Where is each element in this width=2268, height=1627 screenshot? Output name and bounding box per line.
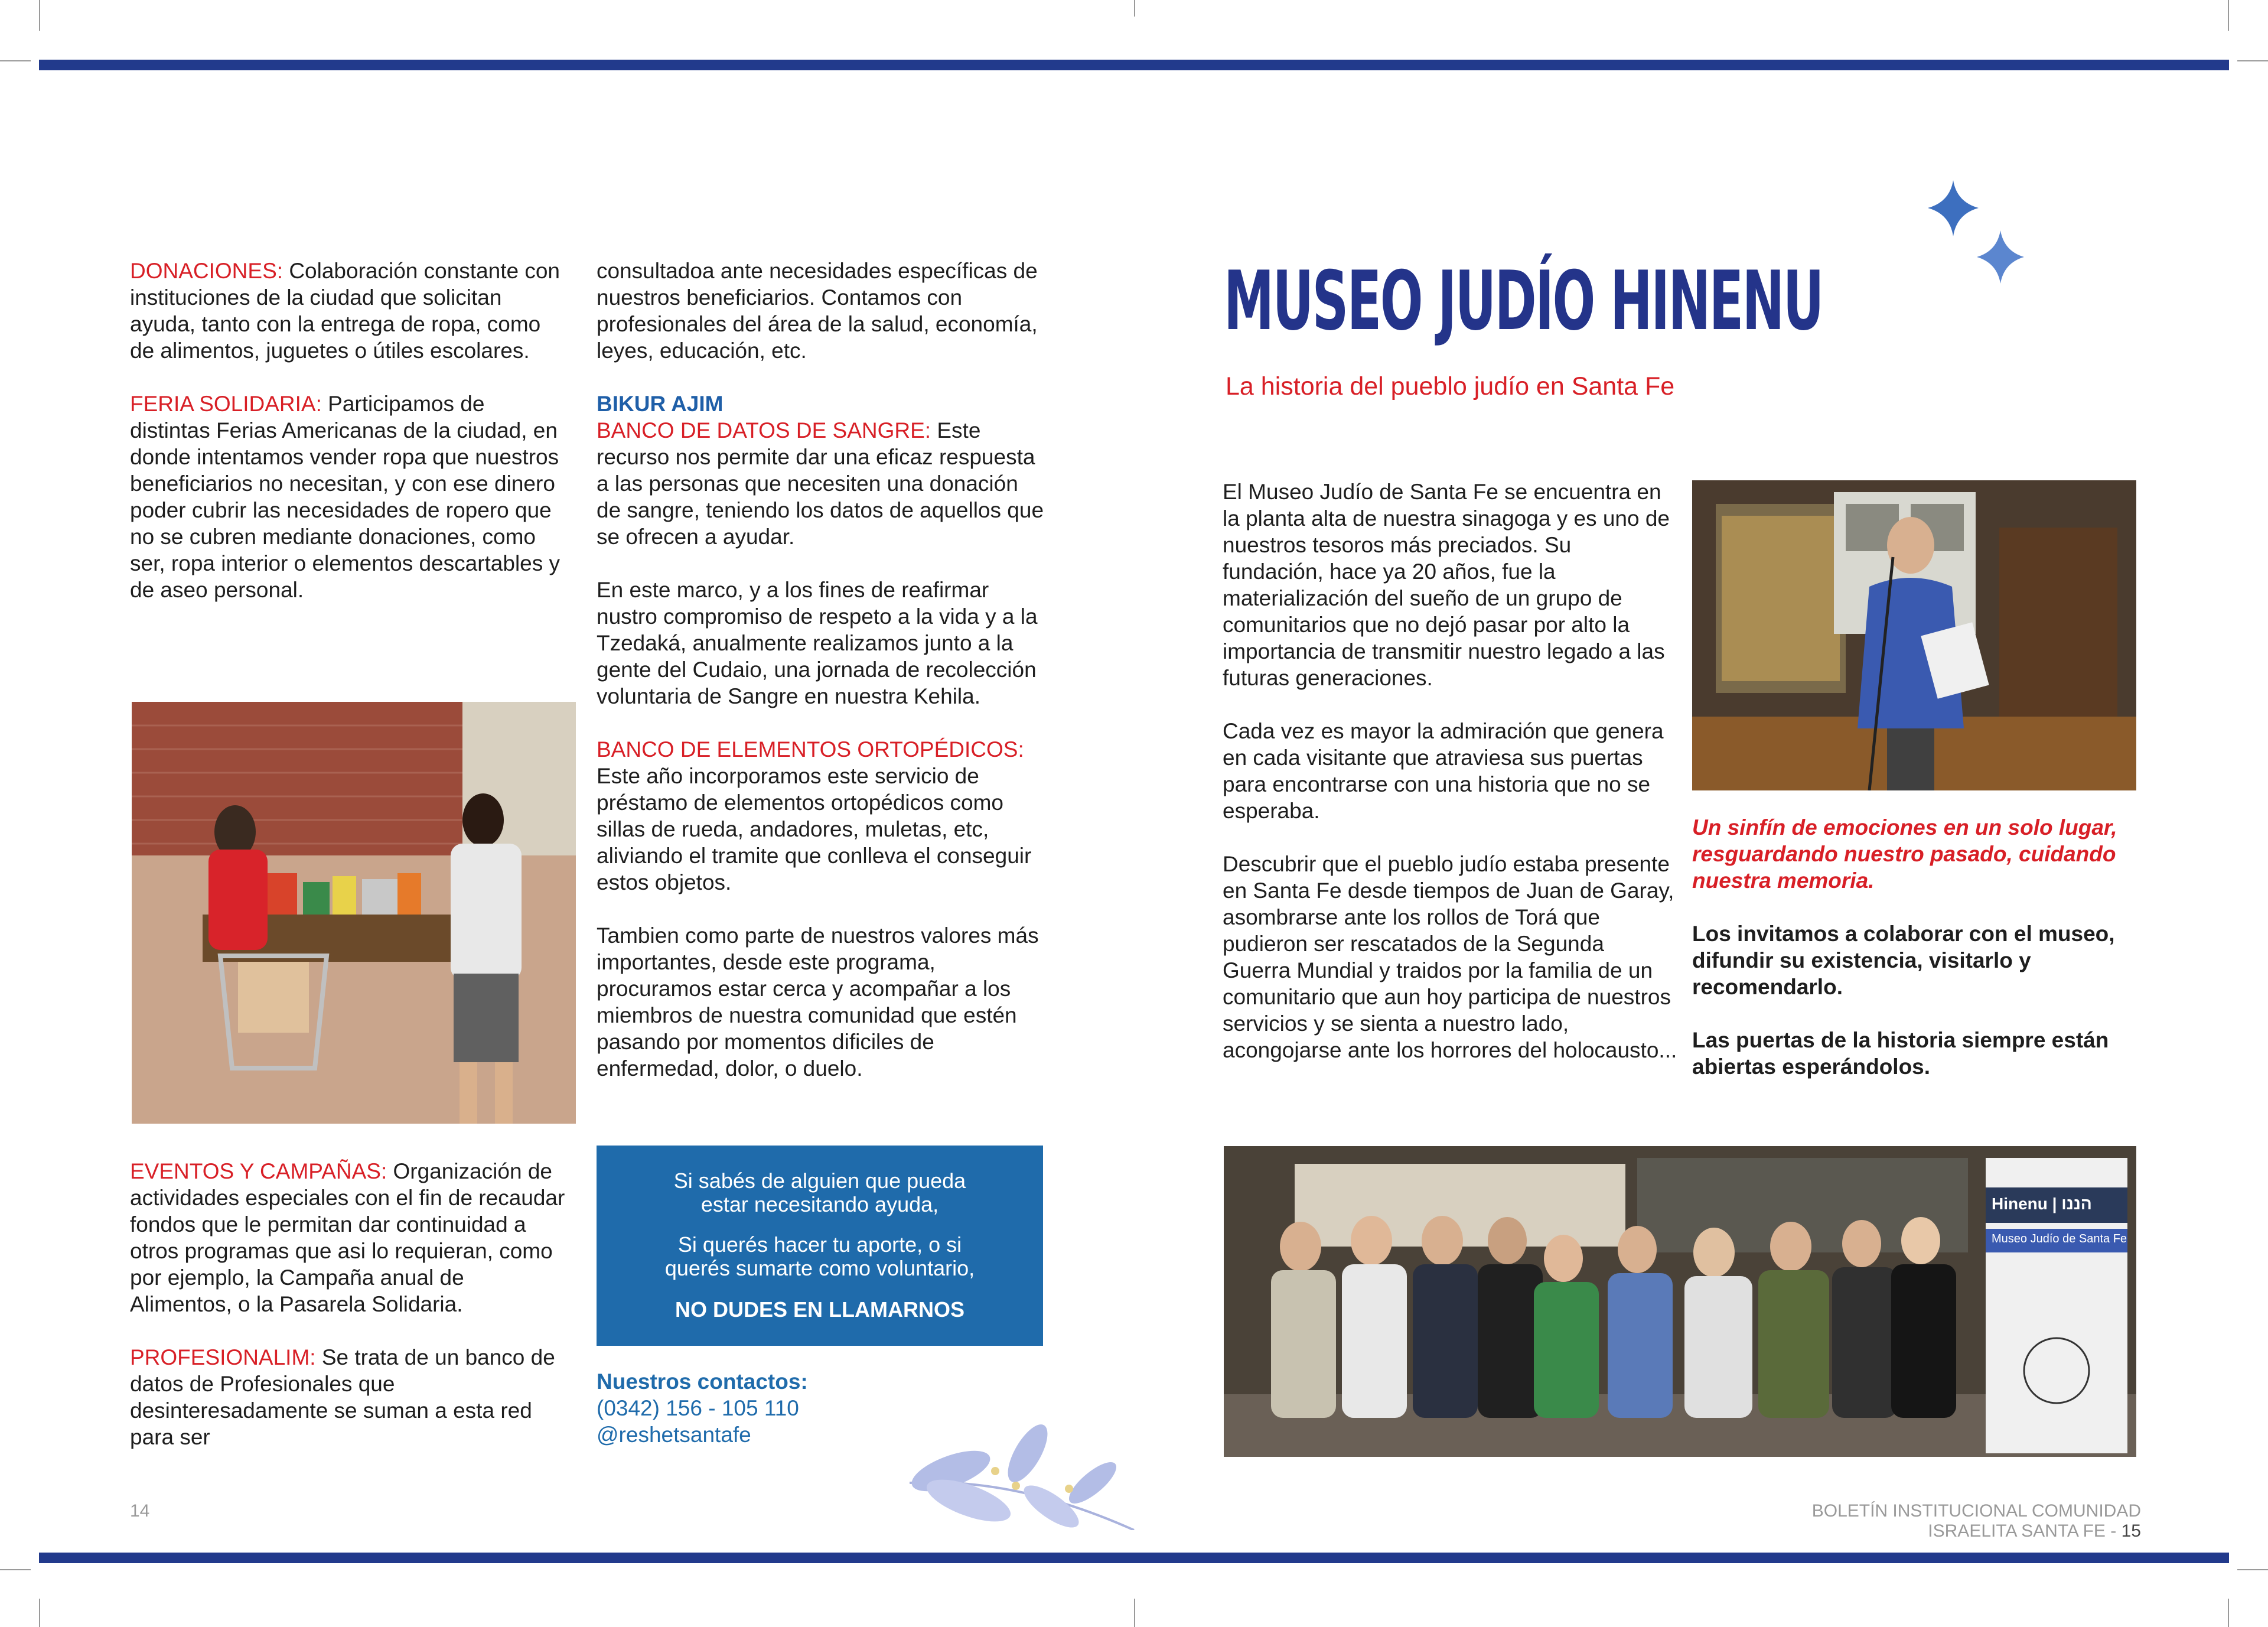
- right-column-1: [1223, 479, 1677, 1090]
- feria-label: FERIA SOLIDARIA:: [130, 392, 322, 416]
- left-column-2: [597, 258, 1048, 1108]
- donaciones-text: Colaboración constante con instituciones de la ciudad que solicitan ayuda, tanto con la entrega de ropa, como de alimentos, juguetes o útiles escolares.: [130, 259, 561, 363]
- contact-phone: (0342) 156 - 105 110: [597, 1396, 799, 1420]
- sangre-paragraph: [597, 417, 1048, 550]
- profesionalim-label: PROFESIONALIM:: [130, 1345, 316, 1369]
- donaciones-label: DONACIONES:: [130, 259, 284, 283]
- eventos-paragraph: [130, 1158, 567, 1317]
- callout-cta: NO DUDES EN LLAMARNOS: [674, 1297, 964, 1322]
- callout-line-1: Si sabés de alguien que pueda: [673, 1169, 966, 1193]
- eventos-text: Organización de actividades especiales con el fin de recaudar fondos que le permitan dar continuidad a otros programas que asi lo requieran, como por ejemplo, la Campaña anual de Alimentos, o la Pasarela Solidaria.: [130, 1159, 565, 1316]
- sangre-label: BANCO DE DATOS DE SANGRE:: [597, 418, 931, 442]
- right-column-2: [1692, 814, 2141, 1107]
- callout-line-4: querés sumarte como voluntario,: [664, 1256, 975, 1280]
- eventos-label: EVENTOS Y CAMPAÑAS:: [130, 1159, 387, 1183]
- bikur-ajim-heading: BIKUR AJIM: [597, 392, 724, 416]
- feria-text: Participamos de distintas Ferias Americanas de la ciudad, en donde intentamos vender ropa que nuestros beneficiarios no necesitan, y con ese dinero poder cubrir las necesidades de ropero que no se cubren mediante donaciones, como ser, ropa interior o elementos descartables y de aseo personal.: [130, 392, 561, 602]
- ortopedicos-label: BANCO DE ELEMENTOS ORTOPÉDICOS:: [597, 737, 1024, 762]
- callout-line-3: Si querés hacer tu aporte, o si: [677, 1232, 962, 1257]
- crop-mark: [2228, 1599, 2229, 1627]
- profesionalim-text: Se trata de un banco de datos de Profesionales que desinteresadamente se suman a esta red para ser: [130, 1345, 555, 1449]
- museum-paragraph-1: El Museo Judío de Santa Fe se encuentra en la planta alta de nuestra sinagoga y es uno de nuestros tesoros más preciados. Su fundación, hace ya 20 años, fue la materialización del sueño de un grupo de comunitarios que no dejó pasar por alto la importancia de transmitir nuestro legado a las futuras generaciones.: [1223, 480, 1670, 690]
- crop-mark: [0, 1569, 31, 1570]
- page-title: MUSEO JUDÍO HINENU: [1224, 253, 1823, 349]
- hinenu-banner-name: Museo Judío de Santa Fe: [1992, 1232, 2127, 1245]
- museum-closing: Las puertas de la historia siempre están abiertas esperándolos.: [1692, 1028, 2109, 1079]
- museum-paragraph-3: Descubrir que el pueblo judío estaba presente en Santa Fe desde tiempos de Juan de Garay, asombrarse ante los rollos de Torá que pudieron ser rescatados de la Segunda Guerra Mundial y traidos por la familia de un comunitario que aun hoy participa de nuestros servicios y se sienta a nuestro lado, acongojarse ante los horrores del holocausto...: [1223, 852, 1677, 1062]
- left-column-1-bottom: [130, 1158, 567, 1477]
- donations-photo-art: [132, 702, 576, 1124]
- donations-photo: [132, 702, 576, 1124]
- feria-paragraph: [130, 391, 567, 603]
- page-subtitle: La historia del pueblo judío en Santa Fe: [1226, 372, 1675, 401]
- profesionalim-paragraph: [130, 1344, 567, 1450]
- bottom-bar: [39, 1553, 2229, 1563]
- contacts-heading: Nuestros contactos:: [597, 1369, 808, 1394]
- top-bar: [39, 60, 2229, 70]
- sparkle-stars-icon: [1922, 177, 2041, 289]
- museum-speaker-art: [1692, 480, 2136, 790]
- museum-paragraph-2: Cada vez es mayor la admiración que genera en cada visitante que atraviesa sus puertas para encontrarse con una historia que no se esperaba.: [1223, 719, 1664, 823]
- publication-footer: [1757, 1501, 2141, 1541]
- help-callout: [597, 1146, 1043, 1346]
- left-column-1: [130, 258, 567, 630]
- group-photo: [1224, 1146, 2136, 1457]
- contact-handle: @reshetsantafe: [597, 1423, 751, 1447]
- page-number-left: 14: [130, 1501, 150, 1521]
- crop-mark: [2228, 0, 2229, 31]
- crop-mark: [39, 0, 40, 31]
- ortopedicos-text: Este año incorporamos este servicio de préstamo de elementos ortopédicos como sillas de rueda, andadores, muletas, etc, aliviando el tramite que conlleva el conseguir estos objetos.: [597, 764, 1032, 894]
- museum-invite: Los invitamos a colaborar con el museo, difundir su existencia, visitarlo y recomendarlo.: [1692, 922, 2115, 999]
- valores-paragraph: Tambien como parte de nuestros valores más importantes, desde este programa, procuramos estar cerca y acompañar a los miembros de nuestra comunidad que estén pasando por momentos dificiles de enfermedad, dolor, o duelo.: [597, 923, 1039, 1081]
- crop-mark: [2237, 60, 2268, 61]
- sangre-text: Este recurso nos permite dar una eficaz respuesta a las personas que necesiten una donación de sangre, teniendo los datos de aquellos que se ofrecen a ayudar.: [597, 418, 1044, 549]
- crop-mark: [2237, 1569, 2268, 1570]
- callout-line-2: estar necesitando ayuda,: [700, 1192, 939, 1216]
- footer-title: BOLETÍN INSTITUCIONAL COMUNIDAD ISRAELITA SANTA FE -: [1811, 1501, 2141, 1541]
- crop-mark: [0, 60, 31, 61]
- museum-speaker-photo: [1692, 480, 2136, 790]
- crop-mark: [1134, 1599, 1135, 1627]
- group-photo-art: [1224, 1146, 2136, 1457]
- museum-caption: Un sinfín de emociones en un solo lugar, resguardando nuestro pasado, cuidando nuestra memoria.: [1692, 815, 2117, 893]
- donaciones-paragraph: [130, 258, 567, 364]
- page-number-right: 15: [2121, 1521, 2141, 1541]
- crop-mark: [1134, 0, 1135, 17]
- intro-paragraph: consultadoa ante necesidades específicas de nuestros beneficiarios. Contamos con profesionales del área de la salud, economía, leyes, educación, etc.: [597, 259, 1038, 363]
- marco-paragraph: En este marco, y a los fines de reafirmar nustro compromiso de respeto a la vida y a la Tzedaká, anualmente realizamos junto a la gente del Cudaio, una jornada de recolección voluntaria de Sangre en nuestra Kehila.: [597, 578, 1038, 708]
- crop-mark: [39, 1599, 40, 1627]
- leaf-branch-icon: [898, 1412, 1146, 1530]
- hinenu-banner-brand: Hinenu | הננו: [1992, 1195, 2092, 1213]
